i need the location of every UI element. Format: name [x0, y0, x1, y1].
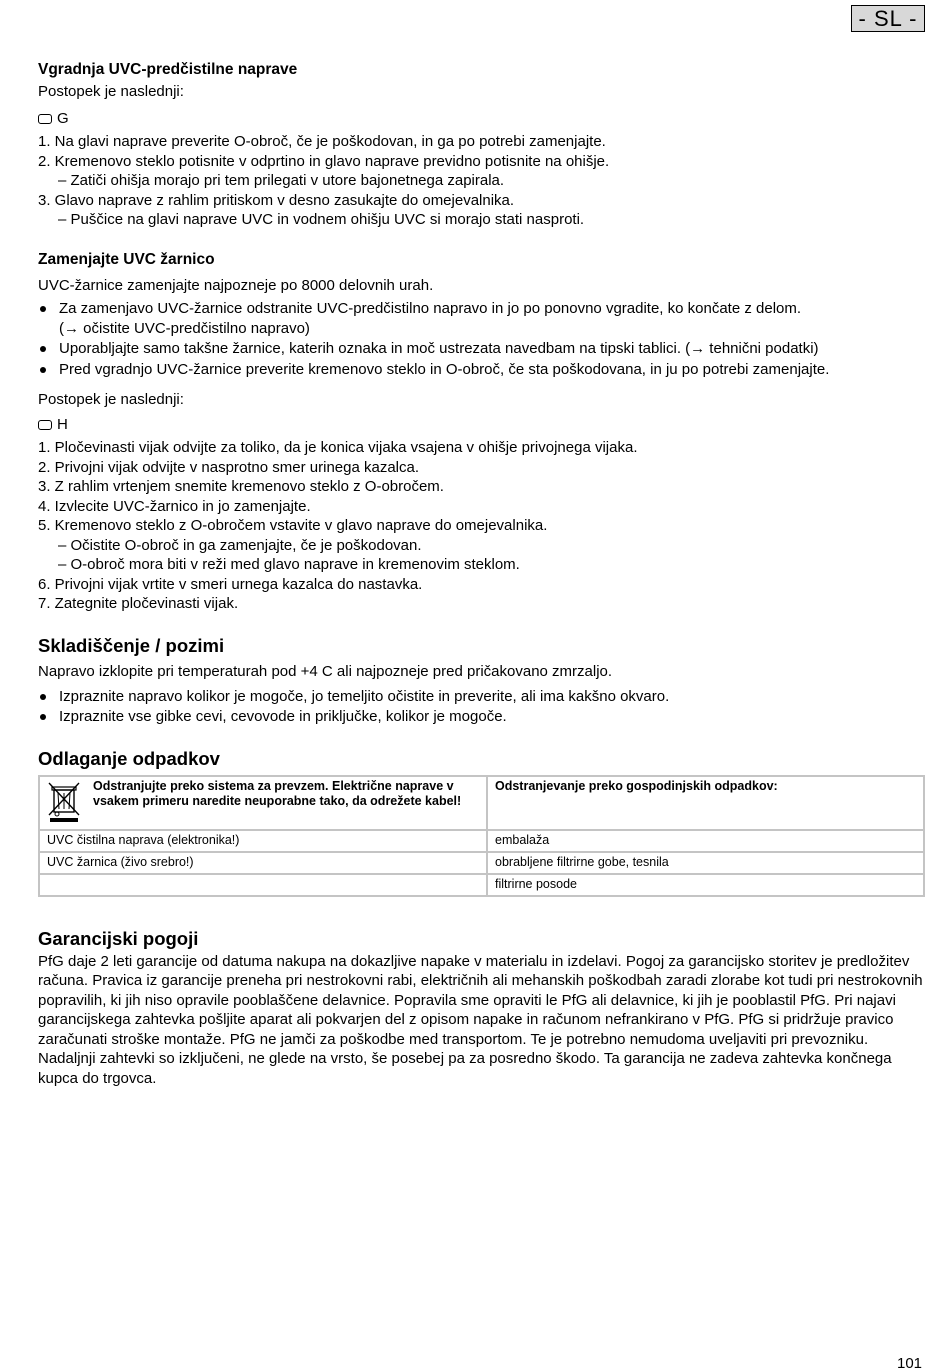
page-number: 101: [897, 1355, 923, 1372]
bullet-text: Za zamenjavo UVC-žarnice odstranite UVC-predčistilno napravo in jo po ponovno vgradite, ko končate z delom.: [59, 299, 802, 317]
list-item: – Zatiči ohišja morajo pri tem prilegati v utore bajonetnega zapirala.: [58, 172, 505, 189]
list-item: 3. Glavo naprave z rahlim pritiskom v desno zasukajte do omejevalnika.: [38, 191, 515, 209]
list-item: [38, 687, 926, 708]
bullet-continuation: (→ očistite UVC-predčistilno napravo): [59, 320, 310, 337]
figure-icon: [38, 114, 52, 124]
figure-label: G: [57, 110, 69, 127]
storage-title: Skladiščenje / pozimi: [38, 634, 225, 656]
warranty-title: Garancijski pogoji: [38, 927, 199, 949]
list-item: – Očistite O-obroč in ga zamenjajte, če je poškodovan.: [58, 536, 422, 554]
bullet-text: Pred vgradnjo UVC-žarnice preverite kremenovo steklo in O-obroč, če sta poškodovana, in ju po potrebi zamenjajte.: [59, 360, 830, 378]
bin-cell: [47, 779, 479, 827]
install-steps: [38, 132, 926, 230]
list-item: 2. Privojni vijak odvijte v nasprotno smer urinega kazalca.: [38, 458, 420, 476]
list-item: – O-obroč mora biti v reži med glavo naprave in kremenovim steklom.: [58, 556, 520, 573]
bullet-text: Izpraznite vse gibke cevi, cevovode in priključke, kolikor je mogoče.: [59, 708, 507, 725]
page-content: [38, 60, 926, 1089]
table-row: [39, 874, 924, 896]
install-intro: Postopek je naslednji:: [38, 83, 184, 100]
table-cell: obrabljene filtrirne gobe, tesnila: [487, 852, 924, 874]
bullet-text: Izpraznite napravo kolikor je mogoče, jo temeljito očistite in preverite, ali ima kakšno okvaro.: [59, 687, 670, 705]
disposal-left-header: Odstranjujte preko sistema za prevzem. Električne naprave v vsakem primeru naredite neuporabne tako, da odrežete kabel!: [93, 778, 462, 808]
disposal-right-header: Odstranjevanje preko gospodinjskih odpadkov:: [495, 778, 778, 793]
crossed-out-wheelie-bin-icon: [47, 781, 83, 827]
list-item: – Puščice na glavi naprave UVC in vodnem ohišju UVC si morajo stati nasproti.: [58, 211, 585, 228]
disposal-table: [38, 775, 925, 897]
storage-bullets: [38, 687, 926, 728]
figure-icon: [38, 420, 52, 430]
list-item: [38, 339, 926, 360]
table-cell: [39, 776, 487, 830]
list-item: [38, 299, 926, 320]
storage-intro: Napravo izklopite pri temperaturah pod +4 C ali najpozneje pred pričakovano zmrzaljo.: [38, 662, 613, 680]
figure-ref-g: [38, 109, 926, 129]
install-title: Vgradnja UVC-predčistilne naprave: [38, 61, 298, 78]
table-cell: [487, 776, 924, 830]
list-item: 2. Kremenovo steklo potisnite v odprtino in glavo naprave previdno potisnite na ohišje.: [38, 152, 610, 170]
table-cell: filtrirne posode: [487, 874, 924, 896]
list-item: 5. Kremenovo steklo z O-obročem vstavite v glavo naprave do omejevalnika.: [38, 517, 548, 534]
table-cell: UVC žarnica (živo srebro!): [39, 852, 487, 874]
list-item: 7. Zategnite pločevinasti vijak.: [38, 595, 239, 612]
lamp-steps: [38, 438, 926, 614]
list-item: 3. Z rahlim vrtenjem snemite kremenovo steklo z O-obročem.: [38, 478, 444, 495]
list-item: 1. Na glavi naprave preverite O-obroč, če je poškodovan, in ga po potrebi zamenjajte.: [38, 133, 606, 150]
table-row: [39, 830, 924, 852]
lamp-intro-2: Postopek je naslednji:: [38, 391, 184, 408]
table-cell: embalaža: [487, 830, 924, 852]
lamp-title: Zamenjajte UVC žarnico: [38, 250, 215, 268]
list-item: 6. Privojni vijak vrtite v smeri urnega kazalca do nastavka.: [38, 575, 423, 593]
warranty-text: PfG daje 2 leti garancije od datuma nakupa na dokazljive napake v materialu in izdelavi. Pogoj za garancijsko storitev je predložitev računa. Pravica iz garancije preneha pri nestrokovni rabi, električnih ali mehanskih poškodbah zaradi zlorabe kot tudi pri nestrokovnih popravilih, ki jih niso opravile pooblaščene delavnice. Popravila sme opraviti le PfG ali delavnice, ki jih je pooblastil PfG. Pri najavi garancijskega zahtevka pošljite aparat ali pokvarjen del z opisom napake in računom nefrankirano v PfG. PfG si pridržuje pravico zaračunati stroške montaže. PfG ne jamči za poškodbe med transportom. Te je potrebno nemudoma uveljaviti pri prevozniku. Nadaljnji zahtevki so izključeni, ne glede na vrsto, še posebej pa za posredno škodo. Ta garancija ne zadeva zahtevka končnega kupca do trgovca.: [38, 952, 923, 1088]
list-item: [38, 707, 926, 728]
list-item: 4. Izvlecite UVC-žarnico in jo zamenjajte.: [38, 497, 311, 515]
figure-ref-h: [38, 415, 926, 435]
language-badge: - SL -: [851, 5, 925, 32]
list-item: 1. Pločevinasti vijak odvijte za toliko, da je konica vijaka vsajena v ohišje privojnega vijaka.: [38, 439, 638, 456]
lamp-bullets: [38, 299, 926, 381]
table-row: [39, 776, 924, 830]
figure-label: H: [57, 416, 68, 433]
table-row: [39, 852, 924, 874]
table-cell: [39, 874, 487, 896]
lamp-intro: UVC-žarnice zamenjajte najpozneje po 8000 delovnih urah.: [38, 276, 434, 294]
table-cell: UVC čistilna naprava (elektronika!): [39, 830, 487, 852]
disposal-title: Odlaganje odpadkov: [38, 747, 220, 769]
bullet-text: Uporabljajte samo takšne žarnice, katerih oznaka in moč ustrezata navedbam na tipski tablici. (→ tehnični podatki): [59, 340, 819, 357]
list-item: [38, 360, 926, 381]
